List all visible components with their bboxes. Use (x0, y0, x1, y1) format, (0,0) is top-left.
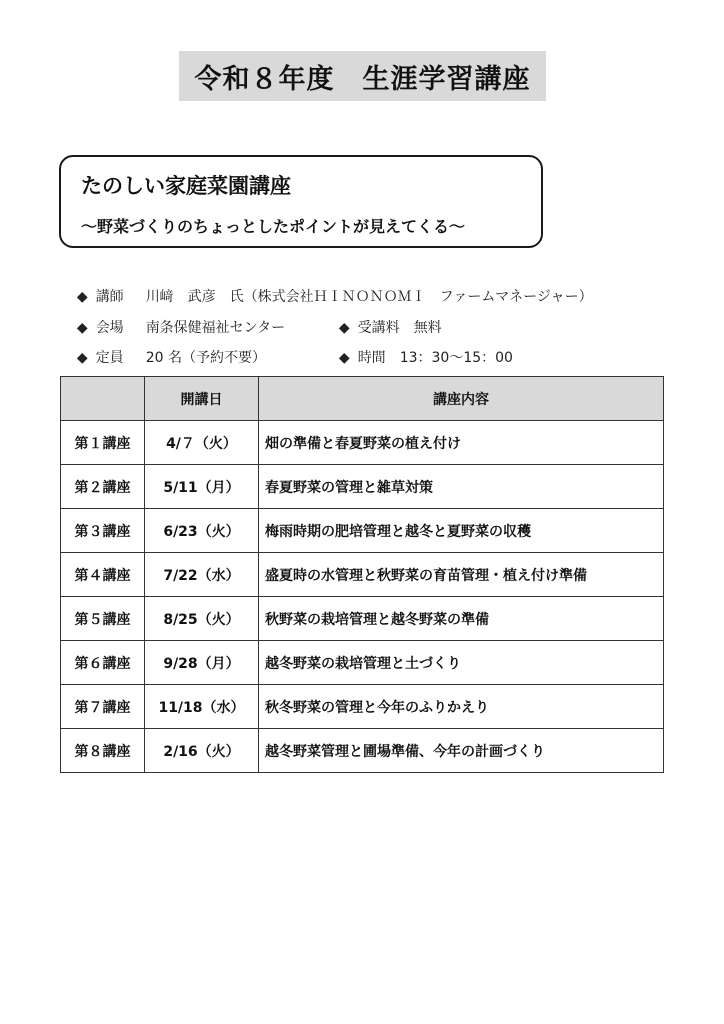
session-content: 春夏野菜の管理と雑草対策 (259, 465, 664, 509)
session-number: 第７講座 (61, 685, 145, 729)
table-row (61, 465, 664, 509)
fee-value: 無料 (413, 320, 442, 336)
diamond-bullet-icon: ◆ (338, 350, 350, 366)
session-content: 畑の準備と春夏野菜の植え付け (259, 421, 664, 465)
session-number: 第３講座 (61, 509, 145, 553)
lecturer-label: 講師 (95, 289, 124, 305)
time-label: 時間 (357, 350, 386, 366)
table-row (61, 729, 664, 773)
header-blank (61, 377, 145, 421)
schedule-table (60, 376, 664, 773)
time-value: 13：30～15：00 (399, 350, 513, 366)
session-number: 第４講座 (61, 553, 145, 597)
session-date: 9/28（月） (145, 641, 259, 685)
table-row (61, 685, 664, 729)
session-content: 越冬野菜管理と圃場準備、今年の計画づくり (259, 729, 664, 773)
table-row (61, 597, 664, 641)
diamond-bullet-icon: ◆ (76, 320, 88, 336)
session-number: 第２講座 (61, 465, 145, 509)
session-date: 6/23（火） (145, 509, 259, 553)
session-content: 梅雨時期の肥培管理と越冬と夏野菜の収穫 (259, 509, 664, 553)
diamond-bullet-icon: ◆ (76, 350, 88, 366)
session-number: 第６講座 (61, 641, 145, 685)
info-capacity (68, 331, 266, 367)
table-row (61, 509, 664, 553)
session-date: 5/11（月） (145, 465, 259, 509)
course-subtitle: ～野菜づくりのちょっとしたポイントが見えてくる～ (81, 217, 466, 236)
fee-label: 受講料 (357, 320, 400, 336)
capacity-label: 定員 (95, 350, 124, 366)
table-row (61, 421, 664, 465)
session-number: 第５講座 (61, 597, 145, 641)
session-content: 盛夏時の水管理と秋野菜の育苗管理・植え付け準備 (259, 553, 664, 597)
table-row (61, 553, 664, 597)
course-name: たのしい家庭菜園講座 (81, 174, 291, 198)
page-title: 令和８年度 生涯学習講座 (179, 51, 546, 101)
info-time (330, 331, 513, 367)
session-content: 秋冬野菜の管理と今年のふりかえり (259, 685, 664, 729)
diamond-bullet-icon: ◆ (76, 289, 88, 305)
lecturer-value: 川﨑 武彦 氏（株式会社ＨＩＮＯＮＯＭＩ ファームマネージャー） (145, 289, 593, 305)
table-row (61, 641, 664, 685)
capacity-value: 20 名（予約不要） (145, 350, 266, 366)
session-date: 7/22（水） (145, 553, 259, 597)
session-date: 4/７（火） (145, 421, 259, 465)
session-date: 2/16（火） (145, 729, 259, 773)
session-content: 秋野菜の栽培管理と越冬野菜の準備 (259, 597, 664, 641)
header-content: 講座内容 (259, 377, 664, 421)
session-date: 11/18（水） (145, 685, 259, 729)
session-number: 第１講座 (61, 421, 145, 465)
diamond-bullet-icon: ◆ (338, 320, 350, 336)
course-title-box (59, 155, 543, 248)
session-date: 8/25（火） (145, 597, 259, 641)
venue-label: 会場 (95, 320, 124, 336)
venue-value: 南条保健福祉センター (145, 320, 286, 336)
table-header-row (61, 377, 664, 421)
session-content: 越冬野菜の栽培管理と土づくり (259, 641, 664, 685)
header-date: 開講日 (145, 377, 259, 421)
session-number: 第８講座 (61, 729, 145, 773)
